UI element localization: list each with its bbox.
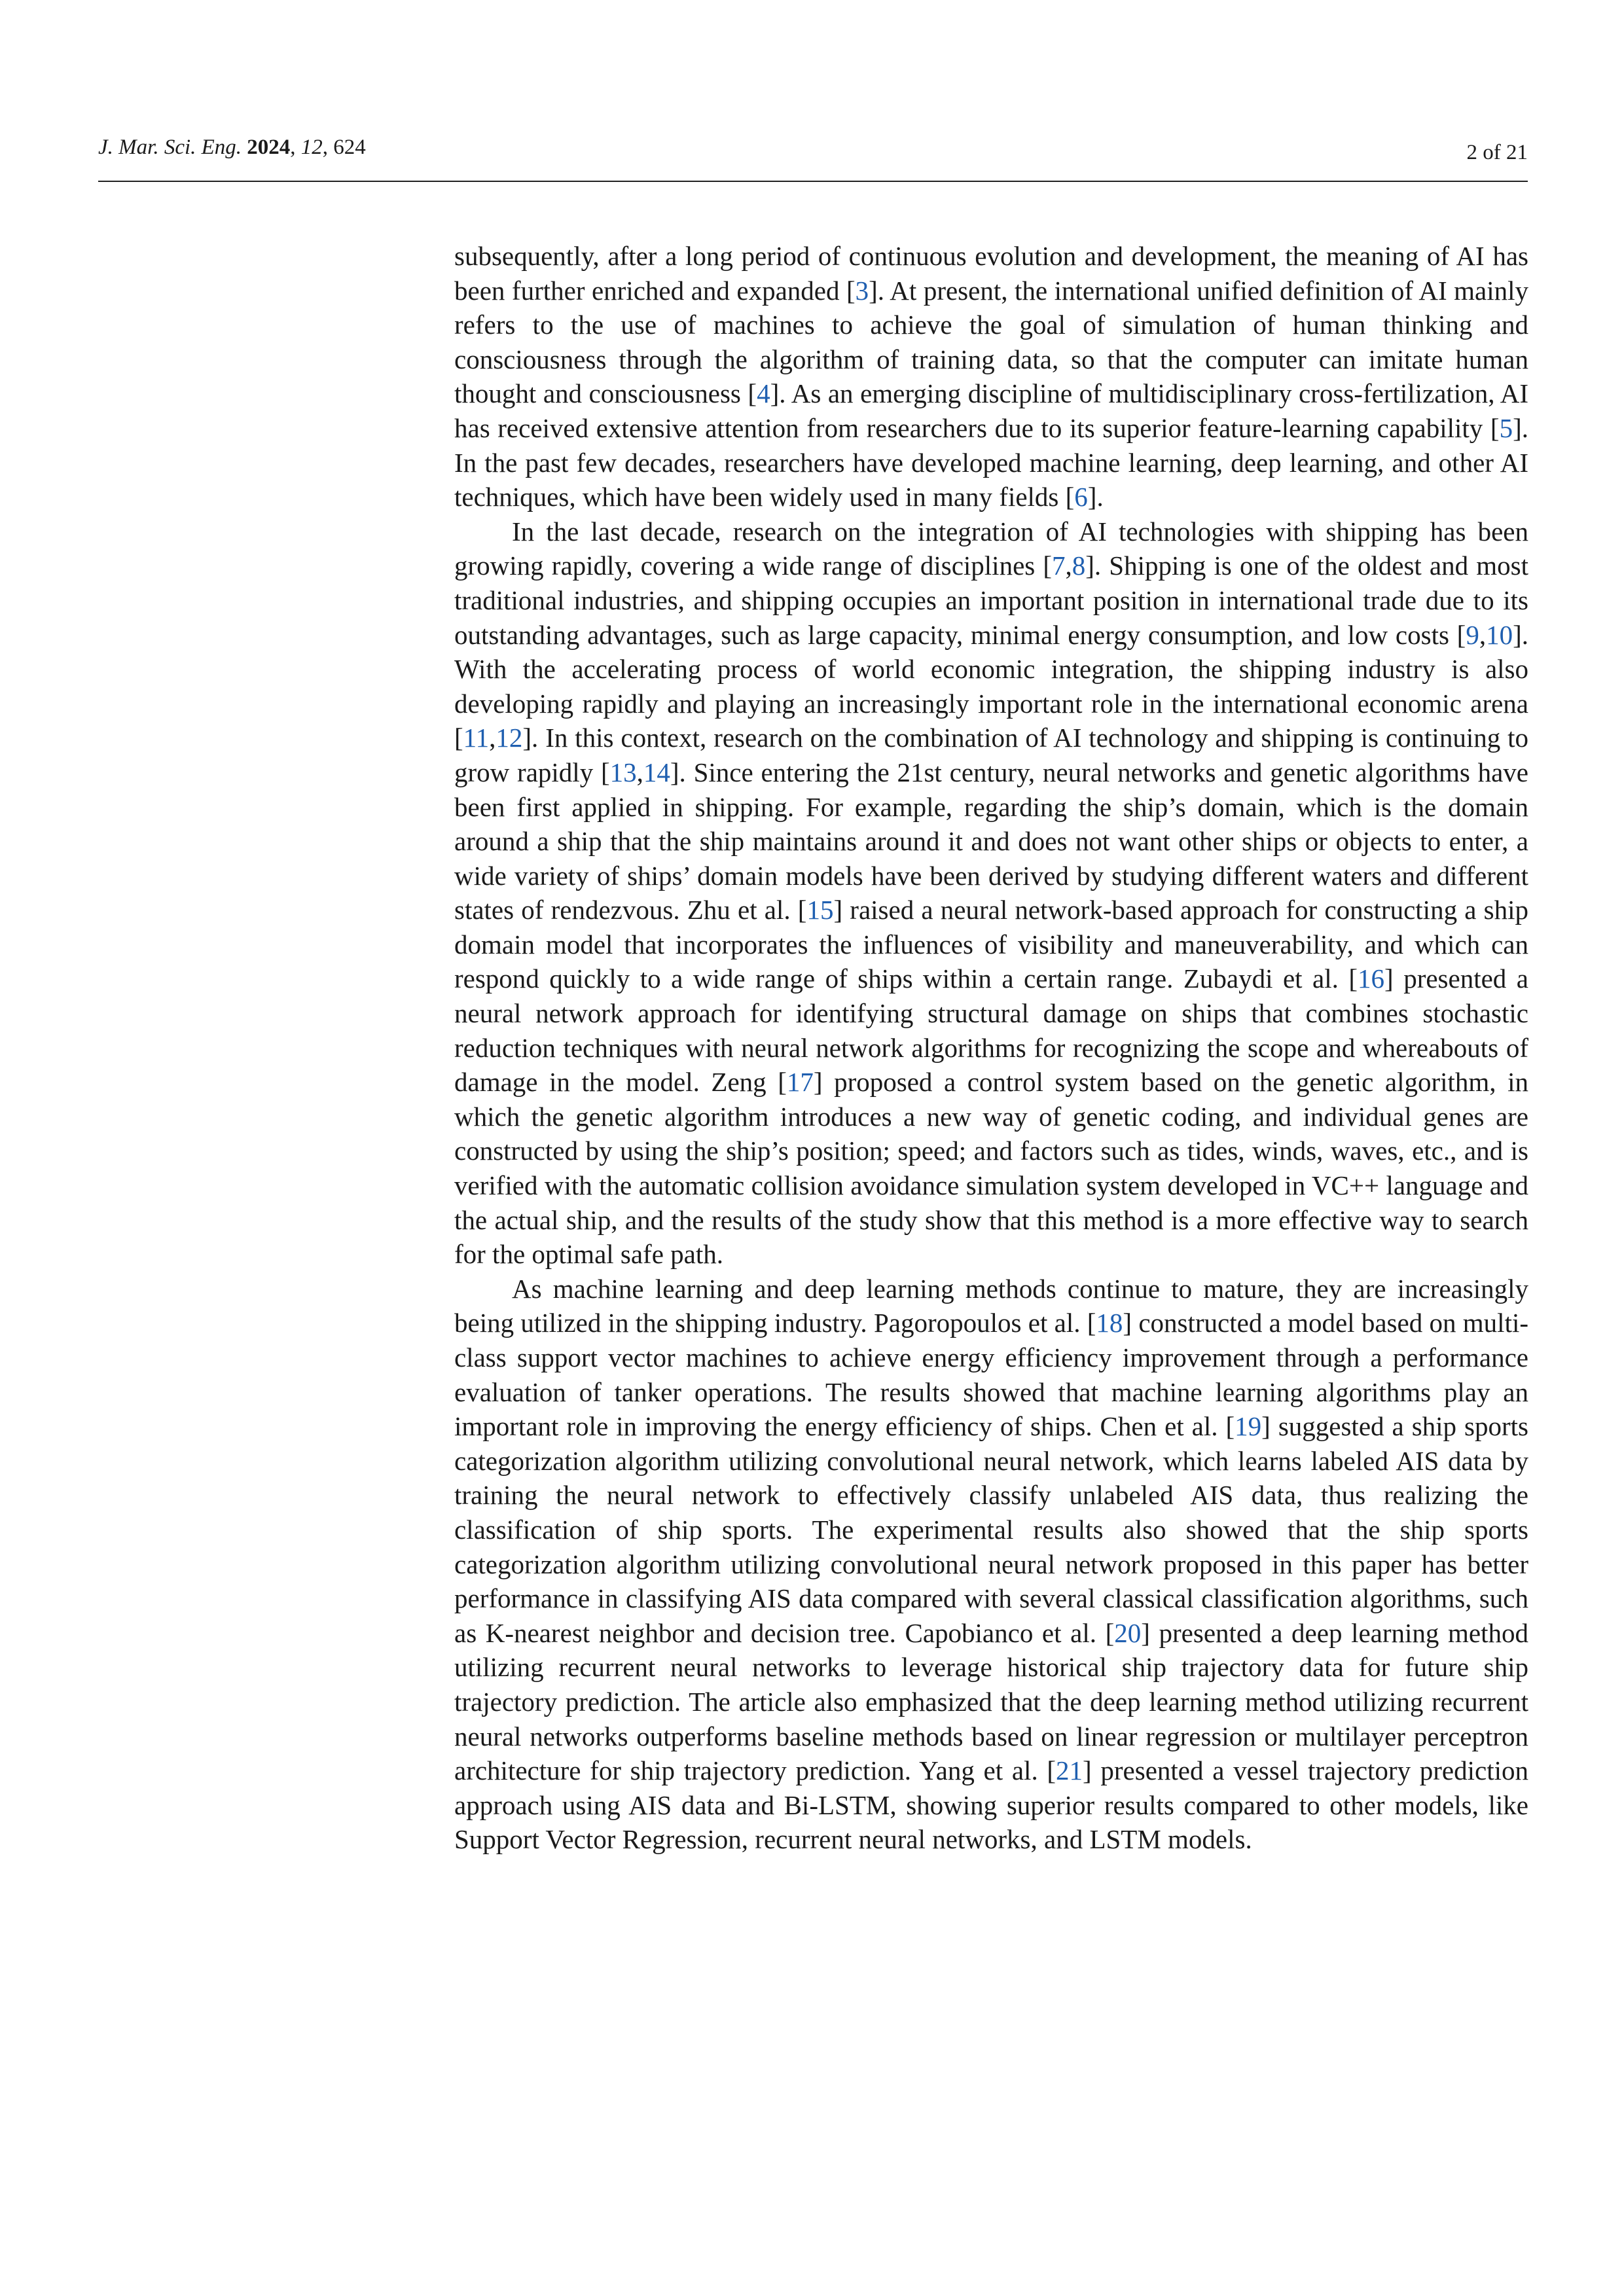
paragraph-text: ]. At present, the international unified definition of AI mainly refers to the use of machines to achieve the goal of simulation of human thinking and consciousness through the algorithm of training data, so that the computer can imitate human thought and consciousness [ bbox=[454, 275, 1528, 409]
paragraph-text: ]. As an emerging discipline of multidisciplinary cross-fertilization, AI has received extensive attention from researchers due to its superior feature-learning capability [ bbox=[454, 378, 1528, 443]
journal-abbrev: J. Mar. Sci. Eng. bbox=[98, 135, 242, 159]
body-text bbox=[454, 239, 1528, 1857]
citation-link[interactable]: 17 bbox=[786, 1067, 814, 1098]
citation-link[interactable]: 18 bbox=[1096, 1308, 1123, 1338]
paragraph-text: ]. In the past few decades, researchers have developed machine learning, deep learning, and other AI techniques, which have been widely used in many fields [ bbox=[454, 412, 1528, 512]
citation-link[interactable]: 7 bbox=[1052, 550, 1066, 581]
header-rule bbox=[98, 181, 1528, 182]
citation-link[interactable]: 21 bbox=[1056, 1755, 1083, 1786]
running-head bbox=[98, 134, 1528, 180]
paragraph-text: , bbox=[489, 723, 496, 753]
journal-volume: 12 bbox=[300, 135, 323, 159]
citation-link[interactable]: 14 bbox=[643, 757, 670, 787]
paragraph-text: , bbox=[1479, 619, 1487, 650]
citation-link[interactable]: 9 bbox=[1466, 619, 1479, 650]
citation-link[interactable]: 4 bbox=[757, 378, 770, 409]
body-paragraph bbox=[454, 1272, 1528, 1857]
journal-citation: J. Mar. Sci. Eng. 2024, 12, 624 bbox=[98, 135, 366, 159]
citation-link[interactable]: 12 bbox=[496, 723, 523, 753]
paragraph-text: , bbox=[1065, 550, 1072, 581]
citation-link[interactable]: 11 bbox=[463, 723, 490, 753]
journal-year: 2024 bbox=[247, 135, 291, 159]
paragraph-text: ]. bbox=[1087, 482, 1104, 512]
page-number: 2 of 21 bbox=[1466, 141, 1528, 164]
citation-link[interactable]: 15 bbox=[806, 895, 834, 925]
paragraph-text: subsequently, after a long period of continuous evolution and development, the meaning of AI has been further enriched and expanded [ bbox=[454, 241, 1528, 306]
paragraph-text: , bbox=[636, 757, 643, 787]
body-paragraph bbox=[454, 514, 1528, 1272]
paragraph-text: ] raised a neural network-based approach for constructing a ship domain model that incorporates the influences of visibility and maneuverability, and which can respond quickly to a wide range of ships within a certain range. Zubaydi et al. [ bbox=[454, 895, 1528, 994]
paragraph-text: ]. Since entering the 21st century, neural networks and genetic algorithms have been first applied in shipping. For example, regarding the ship’s domain, which is the domain around a ship that the ship maintains around it and does not want other ships or objects to enter, a wide variety of ships’ domain models have been derived by studying different waters and different states of rendezvous. Zhu et al. [ bbox=[454, 757, 1528, 925]
citation-link[interactable]: 3 bbox=[855, 275, 869, 306]
paragraph-text: ] suggested a ship sports categorization algorithm utilizing convolutional neural network, which learns labeled AIS data by training the neural network to effectively classify unlabeled AIS data, thus realizing the classification of ship sports. The experimental results also showed that the ship sports categorization algorithm utilizing convolutional neural network proposed in this paper has better performance in classifying AIS data compared with several classical classification algorithms, such as K-nearest neighbor and decision tree. Capobianco et al. [ bbox=[454, 1411, 1528, 1648]
citation-link[interactable]: 6 bbox=[1074, 482, 1088, 512]
citation-link[interactable]: 19 bbox=[1235, 1411, 1262, 1442]
paragraph-text: ] presented a neural network approach for identifying structural damage on ships that combines stochastic reduction techniques with neural network algorithms for recognizing the scope and whereabouts of damage in the model. Zeng [ bbox=[454, 963, 1528, 1098]
paragraph-text: ]. With the accelerating process of world economic integration, the shipping industry is also developing rapidly and playing an increasingly important role in the international economic arena [ bbox=[454, 619, 1528, 753]
paragraph-text: ]. Shipping is one of the oldest and most traditional industries, and shipping occupies an important position in international trade due to its outstanding advantages, such as large capacity, minimal energy consumption, and low costs [ bbox=[454, 550, 1528, 650]
citation-link[interactable]: 5 bbox=[1499, 412, 1513, 443]
paragraph-text: In the last decade, research on the integration of AI technologies with shipping has been growing rapidly, covering a wide range of disciplines [ bbox=[454, 516, 1528, 581]
paragraph-text: ] proposed a control system based on the genetic algorithm, in which the genetic algorithm introduces a new way of genetic coding, and individual genes are constructed by using the ship’s position; speed; and factors such as tides, winds, waves, etc., and is verified with the automatic collision avoidance simulation system developed in VC++ language and the actual ship, and the results of the study show that this method is a more effective way to search for the optimal safe path. bbox=[454, 1067, 1528, 1270]
article-number: 624 bbox=[333, 135, 366, 159]
paragraph-text: ] presented a vessel trajectory prediction approach using AIS data and Bi-LSTM, showing superior results compared to other models, like Support Vector Regression, recurrent neural networks, and LSTM models. bbox=[454, 1755, 1528, 1855]
citation-link[interactable]: 8 bbox=[1072, 550, 1086, 581]
paragraph-text: ]. In this context, research on the combination of AI technology and shipping is continuing to grow rapidly [ bbox=[454, 723, 1528, 787]
paragraph-text: As machine learning and deep learning methods continue to mature, they are increasingly being utilized in the shipping industry. Pagoropoulos et al. [ bbox=[454, 1273, 1528, 1338]
citation-link[interactable]: 20 bbox=[1114, 1617, 1142, 1648]
paragraph-text: ] presented a deep learning method utilizing recurrent neural networks to leverage historical ship trajectory data for future ship trajectory prediction. The article also emphasized that the deep learning method utilizing recurrent neural networks outperforms baseline methods based on linear regression or multilayer perceptron architecture for ship trajectory prediction. Yang et al. [ bbox=[454, 1617, 1528, 1786]
paragraph-text: ] constructed a model based on multi-class support vector machines to achieve energy efficiency improvement through a performance evaluation of tanker operations. The results showed that machine learning algorithms play an important role in improving the energy efficiency of ships. Chen et al. [ bbox=[454, 1308, 1529, 1442]
body-paragraph bbox=[454, 239, 1528, 514]
citation-link[interactable]: 10 bbox=[1486, 619, 1513, 650]
citation-link[interactable]: 13 bbox=[609, 757, 637, 787]
citation-link[interactable]: 16 bbox=[1358, 963, 1385, 994]
